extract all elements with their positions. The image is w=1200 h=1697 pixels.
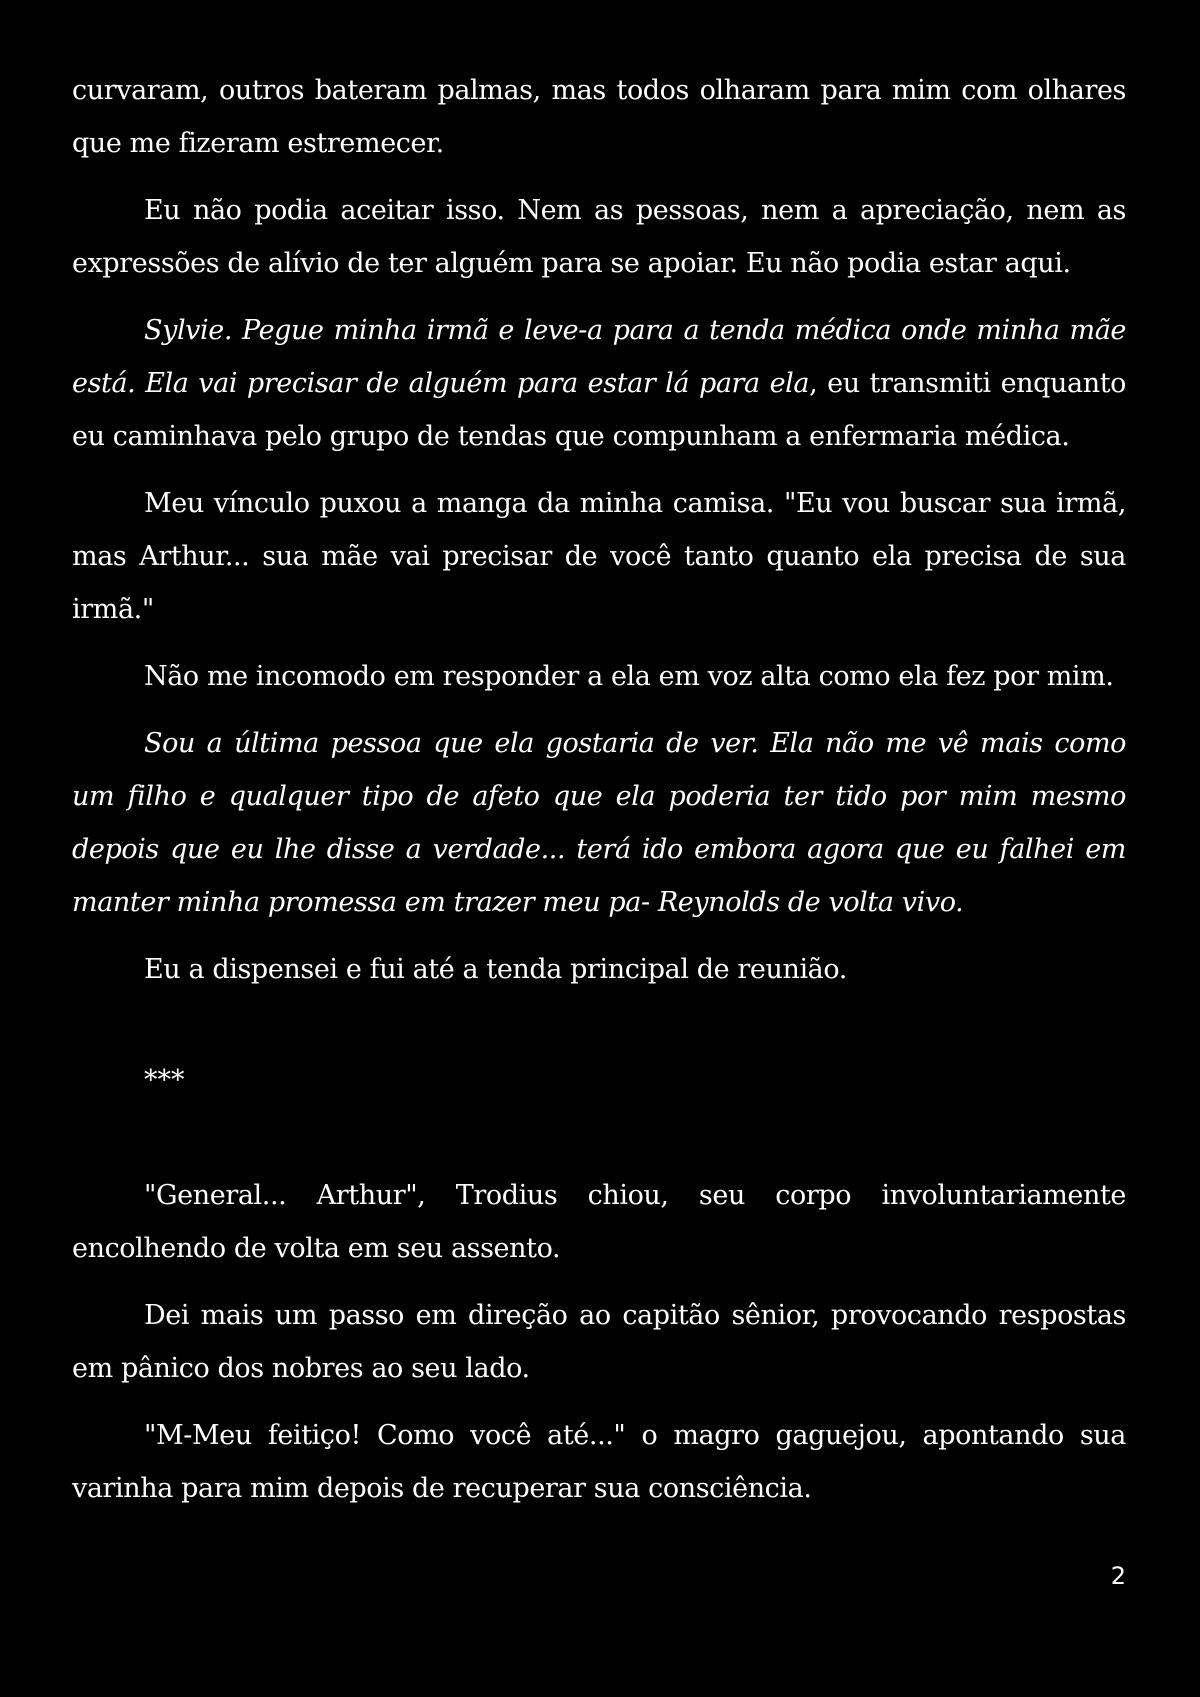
paragraph-9: Dei mais um passo em direção ao capitão sênior, provocando respostas em pânico dos nobres ao seu lado. — [72, 1300, 1126, 1384]
paragraph-1: curvaram, outros bateram palmas, mas todos olharam para mim com olhares que me fizeram estremecer. — [72, 75, 1126, 159]
paragraph-3-narration: , eu transmiti enquanto eu caminhava pelo grupo de tendas que compunham a enfermaria médica. — [72, 368, 1127, 452]
paragraph-10: "M-Meu feitiço! Como você até..." o magro gaguejou, apontando sua varinha para mim depois de recuperar sua consciência. — [72, 1420, 1126, 1504]
paragraph-5: Não me incomodo em responder a ela em voz alta como ela fez por mim. — [144, 661, 1114, 692]
paragraph-6-thought: Sou a última pessoa que ela gostaria de ver. Ela não me vê mais como um filho e qualquer tipo de afeto que ela poderia ter tido por mim mesmo depois que eu lhe disse a verdade... terá ido embora agora que eu falhei em manter minha promessa em trazer meu pa- Reynolds de volta vivo. — [72, 728, 1126, 918]
paragraph-4: Meu vínculo puxou a manga da minha camisa. "Eu vou buscar sua irmã, mas Arthur... sua mãe vai precisar de você tanto quanto ela precisa de sua irmã." — [72, 488, 1126, 625]
paragraph-7: Eu a dispensei e fui até a tenda principal de reunião. — [144, 954, 847, 985]
paragraph-3-telepathy: Sylvie. Pegue minha irmã e leve-a para a tenda médica onde minha mãe está. Ela vai precisar de alguém para estar lá para ela — [72, 315, 1126, 399]
paragraph-3 — [72, 304, 1126, 463]
page-content — [72, 64, 1126, 1529]
paragraph-8: "General... Arthur", Trodius chiou, seu corpo involuntariamente encolhendo de volta em seu assento. — [72, 1180, 1126, 1264]
scene-break: *** — [144, 1065, 185, 1096]
paragraph-2: Eu não podia aceitar isso. Nem as pessoas, nem a apreciação, nem as expressões de alívio de ter alguém para se apoiar. Eu não podia estar aqui. — [72, 195, 1126, 279]
page-number: 2 — [1110, 1562, 1126, 1590]
